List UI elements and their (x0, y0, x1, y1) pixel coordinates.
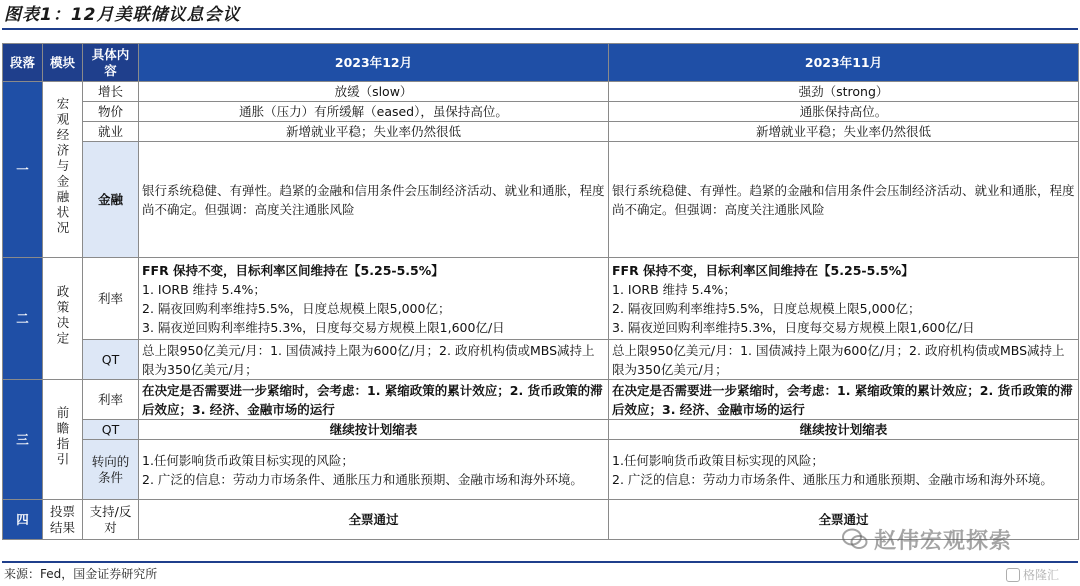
header-module: 模块 (43, 44, 83, 82)
title-rule (2, 28, 1078, 30)
dec-prices: 通胀（压力）有所缓解（eased），虽保持高位。 (139, 102, 609, 122)
watermark-text: 赵伟宏观探索 (874, 528, 1013, 554)
section-3-module: 前瞻指引 (43, 380, 83, 500)
section-1-label: 一 (3, 82, 43, 258)
item-growth: 增长 (83, 82, 139, 102)
item-prices: 物价 (83, 102, 139, 122)
dec-policy-rate-line: 3. 隔夜逆回购利率维持5.3%，日度每交易方规模上限1,600亿/日 (142, 319, 505, 335)
section-2-module: 政策决定 (43, 258, 83, 380)
corner-mark-text: 格隆汇 (1023, 568, 1060, 582)
section-4-module: 投票结果 (43, 500, 83, 540)
item-vote: 支持/反对 (83, 500, 139, 540)
dec-policy-rate-line: FFR 保持不变，目标利率区间维持在【5.25-5.5%】 (142, 262, 444, 278)
header-dec: 2023年12月 (139, 44, 609, 82)
table-row (3, 340, 1079, 380)
dec-policy-rate-line: 1. IORB 维持 5.4%； (142, 281, 266, 297)
table-row (3, 142, 1079, 258)
section-4-label: 四 (3, 500, 43, 540)
wechat-icon (842, 528, 868, 550)
table-row (3, 122, 1079, 142)
nov-vote: 全票通过 (609, 500, 1079, 540)
nov-finance: 银行系统稳健、有弹性。趋紧的金融和信用条件会压制经济活动、就业和通胀，程度尚不确定。但强调：高度关注通胀风险 (609, 142, 1079, 258)
item-pivot-conditions: 转向的条件 (83, 440, 139, 500)
header-content: 具体内容 (83, 44, 139, 82)
nov-policy-rate (609, 258, 1079, 340)
header-row (3, 44, 1079, 82)
source-note: 来源：Fed，国金证券研究所 (4, 567, 158, 581)
header-nov: 2023年11月 (609, 44, 1079, 82)
table-row (3, 258, 1079, 340)
fomc-table (2, 43, 1079, 540)
nov-guidance-rate: 在决定是否需要进一步紧缩时，会考虑：1. 紧缩政策的累计效应；2. 货币政策的滞后效应；3. 经济、金融市场的运行 (609, 380, 1079, 420)
logo-icon (1006, 568, 1020, 582)
table-row (3, 82, 1079, 102)
dec-growth: 放缓（slow） (139, 82, 609, 102)
item-policy-qt: QT (83, 340, 139, 380)
nov-policy-rate-line: FFR 保持不变，目标利率区间维持在【5.25-5.5%】 (612, 262, 914, 278)
footer-rule (2, 561, 1078, 563)
section-1-module: 宏观经济与金融状况 (43, 82, 83, 258)
dec-vote: 全票通过 (139, 500, 609, 540)
nov-pivot-line: 2. 广泛的信息：劳动力市场条件、通胀压力和通胀预期、金融市场和海外环境。 (612, 471, 1053, 487)
dec-guidance-rate: 在决定是否需要进一步紧缩时，会考虑：1. 紧缩政策的累计效应；2. 货币政策的滞后效应；3. 经济、金融市场的运行 (139, 380, 609, 420)
section-3-label: 三 (3, 380, 43, 500)
nov-policy-rate-line: 2. 隔夜回购利率维持5.5%，日度总规模上限5,000亿； (612, 300, 921, 316)
nov-guidance-qt: 继续按计划缩表 (609, 420, 1079, 440)
nov-employment: 新增就业平稳；失业率仍然很低 (609, 122, 1079, 142)
dec-finance: 银行系统稳健、有弹性。趋紧的金融和信用条件会压制经济活动、就业和通胀，程度尚不确定。但强调：高度关注通胀风险 (139, 142, 609, 258)
table-row (3, 440, 1079, 500)
item-policy-rate: 利率 (83, 258, 139, 340)
dec-pivot-line: 1.任何影响货币政策目标实现的风险； (142, 452, 354, 468)
header-section: 段落 (3, 44, 43, 82)
dec-policy-rate-line: 2. 隔夜回购利率维持5.5%，日度总规模上限5,000亿； (142, 300, 451, 316)
nov-policy-rate-line: 1. IORB 维持 5.4%； (612, 281, 736, 297)
dec-pivot-line: 2. 广泛的信息：劳动力市场条件、通胀压力和通胀预期、金融市场和海外环境。 (142, 471, 583, 487)
watermark (842, 522, 1012, 556)
dec-policy-qt: 总上限950亿美元/月：1. 国债减持上限为600亿/月；2. 政府机构债或MBS减持上限为350亿美元/月； (139, 340, 609, 380)
dec-policy-rate (139, 258, 609, 340)
dec-guidance-qt: 继续按计划缩表 (139, 420, 609, 440)
item-guidance-rate: 利率 (83, 380, 139, 420)
dec-employment: 新增就业平稳；失业率仍然很低 (139, 122, 609, 142)
nov-policy-rate-line: 3. 隔夜逆回购利率维持5.3%，日度每交易方规模上限1,600亿/日 (612, 319, 975, 335)
table-row (3, 420, 1079, 440)
table-row (3, 380, 1079, 420)
item-finance: 金融 (83, 142, 139, 258)
item-employment: 就业 (83, 122, 139, 142)
nov-pivot-conditions (609, 440, 1079, 500)
corner-mark (1006, 566, 1059, 583)
nov-growth: 强劲（strong） (609, 82, 1079, 102)
nov-pivot-line: 1.任何影响货币政策目标实现的风险； (612, 452, 824, 468)
nov-prices: 通胀保持高位。 (609, 102, 1079, 122)
nov-policy-qt: 总上限950亿美元/月：1. 国债减持上限为600亿/月；2. 政府机构债或MBS减持上限为350亿美元/月； (609, 340, 1079, 380)
dec-pivot-conditions (139, 440, 609, 500)
figure-title: 图表1：12月美联储议息会议 (4, 5, 241, 25)
table-row (3, 102, 1079, 122)
item-guidance-qt: QT (83, 420, 139, 440)
section-2-label: 二 (3, 258, 43, 380)
